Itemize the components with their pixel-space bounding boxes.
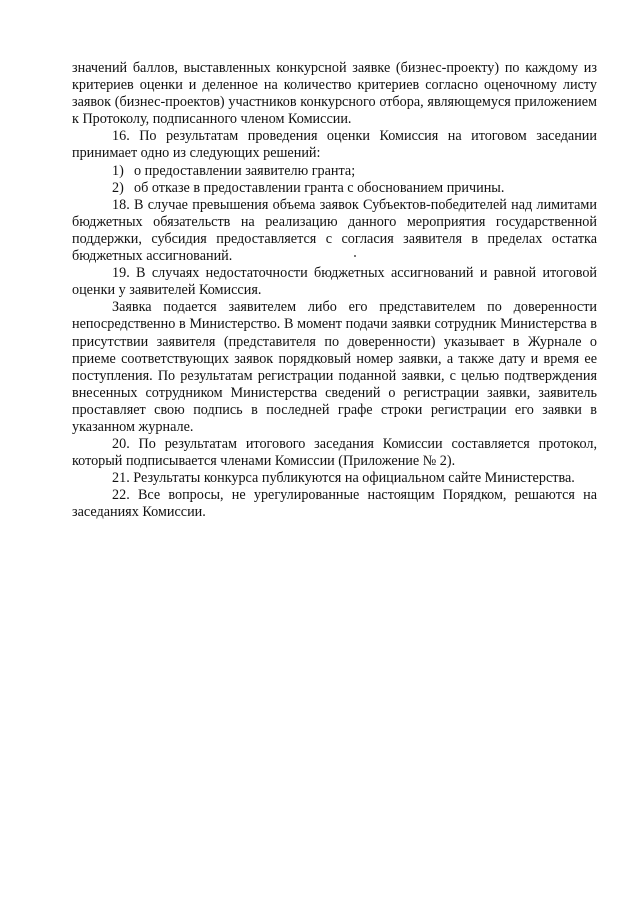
paragraph-20: 20. По результатам итогового заседания Комиссии составляется протокол, который подписывается членами Комиссии (Приложение № 2). <box>72 436 597 470</box>
document-body <box>72 60 597 522</box>
paragraph-21: 21. Результаты конкурса публикуются на официальном сайте Министерства. <box>112 470 575 487</box>
paragraph-continuation: значений баллов, выставленных конкурсной заявке (бизнес-проекту) по каждому из критериев оценки и деленное на количество критериев согласно оценочному листу заявок (бизнес-проектов) участников конкурсного отбора, являющемуся приложением к Протоколу, подписанного членом Комиссии. <box>72 60 597 128</box>
list-item-text: о предоставлении заявителю гранта; <box>134 162 356 179</box>
paragraph-22: 22. Все вопросы, не урегулированные настоящим Порядком, решаются на заседаниях Комиссии. <box>72 487 597 521</box>
list-item-number: 1) <box>112 162 124 179</box>
paragraph-16: 16. По результатам проведения оценки Комиссия на итоговом заседании принимает одно из следующих решений: <box>72 128 597 162</box>
list-item-text: об отказе в предоставлении гранта с обоснованием причины. <box>134 179 505 196</box>
list-item-2 <box>72 180 597 197</box>
paragraph-18: 18. В случае превышения объема заявок Субъектов-победителей над лимитами бюджетных обязательств на реализацию данного мероприятия государственной поддержки, субсидия предоставляется с согласия заявителя в пределах остатка бюджетных ассигнований. <box>72 196 597 265</box>
list-item-1 <box>72 163 597 180</box>
paragraph-19: 19. В случаях недостаточности бюджетных ассигнований и равной итоговой оценки у заявителей Комиссия. <box>72 265 597 299</box>
paragraph-application-submission: Заявка подается заявителем либо его представителем по доверенности непосредственно в Министерство. В момент подачи заявки сотрудник Министерства в присутствии заявителя (представителя по доверенности) указывает в Журнале о приеме соответствующих заявок порядковый номер заявки, а также дату и время ее поступления. По результатам регистрации поданной заявки, с целью подтверждения внесенных сотрудником Министерства сведений о регистрации заявки, заявитель проставляет свою подпись в последней графе строки регистрации его заявки в указанном журнале. <box>72 299 597 435</box>
list-item-number: 2) <box>112 179 124 196</box>
scan-speck <box>354 255 356 257</box>
